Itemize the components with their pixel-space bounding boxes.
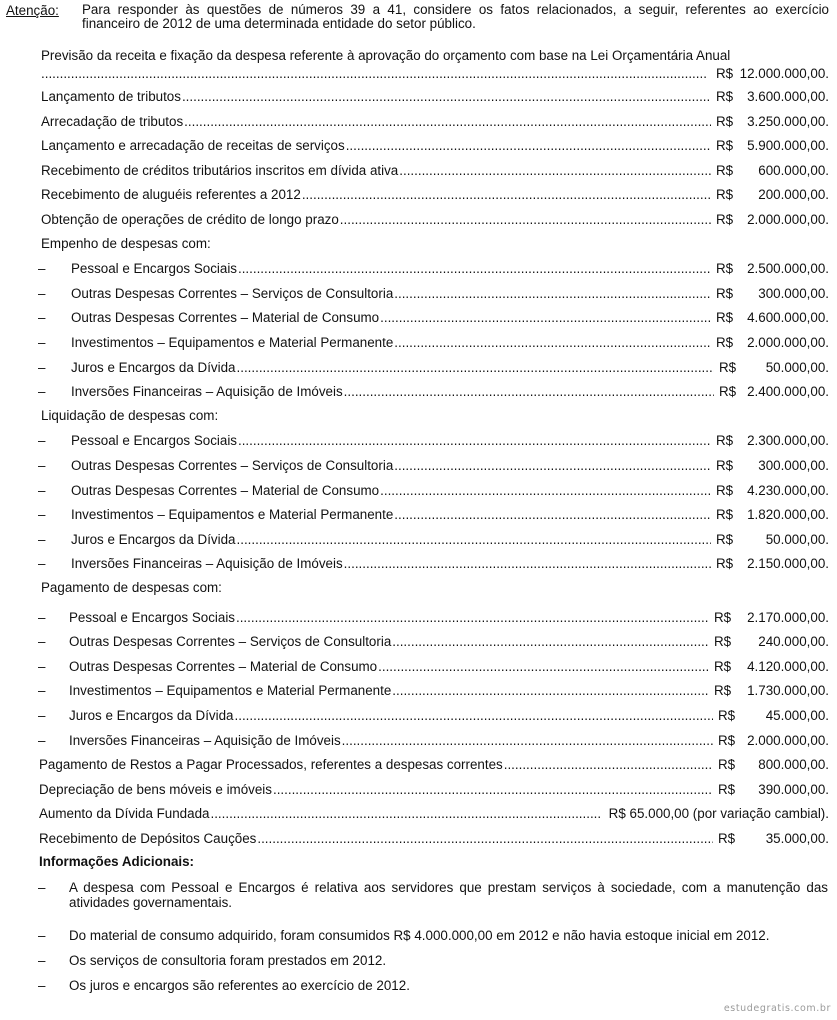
amount: 390.000,00.	[758, 781, 829, 797]
leader-dots	[236, 609, 709, 627]
ledger-row	[0, 211, 837, 229]
ledger-row	[0, 285, 837, 303]
dash-bullet: –	[38, 978, 46, 994]
ledger-row	[0, 88, 837, 106]
ledger-row	[0, 137, 837, 155]
item-label: Pessoal e Encargos Sociais	[69, 609, 235, 625]
amount: 2.000.000,00.	[747, 732, 829, 748]
currency-symbol: R$	[718, 732, 736, 748]
amount: 4.230.000,00.	[747, 482, 829, 498]
dash-bullet: –	[38, 458, 46, 473]
amount: 2.300.000,00.	[747, 433, 829, 449]
previsao-value-row	[0, 65, 837, 83]
ledger-row	[0, 555, 837, 573]
currency-symbol: R$	[716, 212, 734, 227]
ledger-row	[0, 186, 837, 204]
currency-symbol: R$	[716, 433, 734, 449]
watermark: estudegratis.com.br	[723, 1003, 831, 1014]
dash-bullet: –	[38, 482, 46, 498]
leader-dots	[235, 707, 714, 725]
item-label: Recebimento de Depósitos Cauções	[39, 831, 257, 846]
leader-dots	[237, 531, 712, 549]
ledger-row	[0, 260, 837, 278]
previsao-label: Previsão da receita e fixação da despesa referente à aprovação do orçamento com base na Lei Orçamentária Anual	[41, 48, 731, 63]
ledger-row	[0, 658, 837, 676]
leader-dots	[340, 211, 711, 229]
item-label: Investimentos – Equipamentos e Material Permanente	[71, 507, 394, 523]
amount: 4.120.000,00.	[747, 658, 829, 674]
section-heading: Pagamento de despesas com:	[41, 580, 222, 595]
currency-symbol: R$	[716, 556, 734, 572]
ledger-row	[0, 781, 837, 799]
leader-dots	[378, 658, 709, 676]
section-heading: Liquidação de despesas com:	[41, 407, 219, 423]
item-label: Inversões Financeiras – Aquisição de Imóveis	[71, 556, 343, 572]
ledger-row	[0, 457, 837, 475]
dash-bullet: –	[38, 261, 46, 277]
ledger-row	[0, 531, 837, 549]
amount: 300.000,00.	[758, 285, 829, 301]
leader-dots	[399, 162, 711, 180]
item-label: Obtenção de operações de crédito de longo prazo	[41, 212, 339, 227]
leader-dots	[273, 781, 713, 799]
currency-symbol: R$	[716, 482, 734, 498]
item-label: Aumento da Dívida Fundada	[39, 806, 210, 822]
amount: 4.600.000,00.	[747, 310, 829, 326]
leader-dots	[237, 359, 715, 377]
attention-line-2: financeiro de 2012 de uma determinada entidade do setor público.	[82, 16, 476, 31]
leader-dots	[344, 383, 714, 401]
currency-symbol: R$	[714, 634, 732, 650]
item-label: Outras Despesas Correntes – Serviços de Consultoria	[69, 634, 392, 650]
leader-dots	[394, 506, 711, 524]
leader-dots	[342, 732, 713, 750]
dash-bullet: –	[38, 634, 46, 650]
ledger-row	[0, 633, 837, 651]
currency-symbol: R$	[716, 66, 734, 81]
info-text: Do material de consumo adquirido, foram consumidos R$ 4.000.000,00 em 2012 e não havia estoque inicial em 2012.	[69, 928, 770, 944]
amount: 240.000,00.	[758, 634, 829, 650]
currency-symbol: R$	[714, 683, 732, 699]
item-label: Arrecadação de tributos	[41, 113, 184, 129]
item-label: Investimentos – Equipamentos e Material Permanente	[71, 335, 394, 350]
ledger-row	[0, 334, 837, 352]
amount: 600.000,00.	[758, 162, 829, 178]
ledger-row	[0, 682, 837, 700]
amount: 2.500.000,00.	[747, 261, 829, 277]
item-label: Inversões Financeiras – Aquisição de Imóveis	[71, 384, 343, 400]
leader-dots	[394, 285, 711, 303]
item-label: Inversões Financeiras – Aquisição de Imóveis	[69, 732, 341, 748]
amount: 5.900.000,00.	[747, 138, 829, 154]
item-label: Recebimento de aluguéis referentes a 2012	[41, 187, 301, 203]
currency-symbol: R$	[716, 261, 734, 277]
ledger-row	[0, 359, 837, 377]
leader-dots	[392, 633, 709, 651]
amount: 3.600.000,00.	[747, 89, 829, 104]
dash-bullet: –	[38, 953, 46, 969]
leader-dots	[380, 482, 711, 500]
leader-dots	[344, 555, 711, 573]
currency-symbol: R$	[719, 359, 737, 375]
leader-dots	[41, 65, 706, 83]
section-heading: Empenho de despesas com:	[41, 235, 211, 251]
item-label: Juros e Encargos da Dívida	[71, 359, 236, 375]
currency-symbol: R$	[718, 831, 736, 846]
ledger-row	[0, 609, 837, 627]
amount: 12.000.000,00.	[739, 66, 829, 81]
dash-bullet: –	[38, 732, 46, 748]
ledger-row	[0, 482, 837, 500]
amount: 300.000,00.	[758, 458, 829, 473]
item-label: Pagamento de Restos a Pagar Processados, referentes a despesas correntes	[39, 757, 503, 773]
item-label: Investimentos – Equipamentos e Material Permanente	[69, 683, 392, 699]
currency-symbol: R$	[719, 384, 737, 400]
amount: 35.000,00.	[765, 831, 829, 846]
info-text: Os serviços de consultoria foram prestados em 2012.	[69, 953, 387, 969]
amount: R$ 65.000,00 (por variação cambial).	[608, 806, 829, 822]
item-label: Depreciação de bens móveis e imóveis	[39, 781, 272, 797]
ledger-row	[0, 830, 837, 848]
ledger-row	[0, 113, 837, 131]
amount: 3.250.000,00.	[747, 113, 829, 129]
currency-symbol: R$	[714, 658, 732, 674]
currency-symbol: R$	[716, 187, 734, 203]
leader-dots	[238, 432, 711, 450]
currency-symbol: R$	[716, 507, 734, 523]
currency-symbol: R$	[718, 757, 736, 773]
item-label: Pessoal e Encargos Sociais	[71, 433, 237, 449]
info-text: Os juros e encargos são referentes ao exercício de 2012.	[69, 978, 410, 994]
item-label: Outras Despesas Correntes – Serviços de Consultoria	[71, 458, 394, 473]
currency-symbol: R$	[718, 781, 736, 797]
currency-symbol: R$	[716, 113, 734, 129]
dash-bullet: –	[38, 708, 46, 723]
item-label: Juros e Encargos da Dívida	[71, 531, 236, 547]
ledger-row	[0, 506, 837, 524]
amount: 1.730.000,00.	[747, 683, 829, 699]
amount: 2.000.000,00.	[747, 212, 829, 227]
leader-dots	[392, 682, 709, 700]
ledger-row	[0, 756, 837, 774]
item-label: Pessoal e Encargos Sociais	[71, 261, 237, 277]
currency-symbol: R$	[716, 89, 734, 104]
dash-bullet: –	[38, 507, 46, 523]
dash-bullet: –	[38, 433, 46, 449]
dash-bullet: –	[38, 384, 46, 400]
currency-symbol: R$	[716, 285, 734, 301]
item-label: Juros e Encargos da Dívida	[69, 708, 234, 723]
item-label: Outras Despesas Correntes – Serviços de Consultoria	[71, 285, 394, 301]
item-label: Lançamento de tributos	[41, 89, 181, 104]
ledger-row	[0, 162, 837, 180]
amount: 1.820.000,00.	[747, 507, 829, 523]
ledger-row	[0, 309, 837, 327]
leader-dots	[238, 260, 711, 278]
leader-dots	[210, 805, 600, 823]
currency-symbol: R$	[716, 162, 734, 178]
dash-bullet: –	[38, 928, 46, 944]
amount: 2.170.000,00.	[747, 609, 829, 625]
ledger-row	[0, 732, 837, 750]
leader-dots	[346, 137, 711, 155]
dash-bullet: –	[38, 335, 46, 350]
amount: 50.000,00.	[765, 359, 829, 375]
dash-bullet: –	[38, 285, 46, 301]
amount: 45.000,00.	[765, 708, 829, 723]
item-label: Outras Despesas Correntes – Material de Consumo	[71, 482, 380, 498]
currency-symbol: R$	[716, 335, 734, 350]
leader-dots	[504, 756, 713, 774]
attention-text	[82, 3, 829, 31]
amount: 2.000.000,00.	[747, 335, 829, 350]
dash-bullet: –	[38, 359, 46, 375]
leader-dots	[302, 186, 711, 204]
leader-dots	[394, 457, 711, 475]
dash-bullet: –	[38, 880, 46, 896]
ledger-row	[0, 805, 837, 823]
attention-line-1: Para responder às questões de números 39 a 41, considere os fatos relacionados, a seguir, referentes ao exercício	[82, 2, 829, 17]
dash-bullet: –	[38, 531, 46, 547]
dash-bullet: –	[38, 609, 46, 625]
currency-symbol: R$	[718, 708, 736, 723]
leader-dots	[380, 309, 711, 327]
item-label: Lançamento e arrecadação de receitas de serviços	[41, 138, 345, 154]
dash-bullet: –	[38, 556, 46, 572]
currency-symbol: R$	[716, 531, 734, 547]
leader-dots	[182, 88, 711, 106]
dash-bullet: –	[38, 683, 46, 699]
currency-symbol: R$	[716, 138, 734, 154]
amount: 50.000,00.	[765, 531, 829, 547]
amount: 2.400.000,00.	[747, 384, 829, 400]
dash-bullet: –	[38, 658, 46, 674]
attention-label: Atenção:	[6, 3, 59, 18]
item-label: Outras Despesas Correntes – Material de Consumo	[69, 658, 378, 674]
section-heading: Informações Adicionais:	[39, 853, 195, 869]
amount: 2.150.000,00.	[747, 556, 829, 572]
currency-symbol: R$	[716, 310, 734, 326]
currency-symbol: R$	[716, 458, 734, 473]
ledger-row	[0, 383, 837, 401]
currency-symbol: R$	[714, 609, 732, 625]
leader-dots	[184, 113, 711, 131]
leader-dots	[394, 334, 711, 352]
amount: 200.000,00.	[758, 187, 829, 203]
info-text: A despesa com Pessoal e Encargos é relativa aos servidores que prestam serviços à sociedade, com a manutenção das atividades governamentais.	[69, 880, 828, 911]
leader-dots	[257, 830, 713, 848]
ledger-row	[0, 707, 837, 725]
ledger-row	[0, 432, 837, 450]
item-label: Recebimento de créditos tributários inscritos em dívida ativa	[41, 162, 399, 178]
amount: 800.000,00.	[758, 757, 829, 773]
item-label: Outras Despesas Correntes – Material de Consumo	[71, 310, 380, 326]
dash-bullet: –	[38, 310, 46, 326]
